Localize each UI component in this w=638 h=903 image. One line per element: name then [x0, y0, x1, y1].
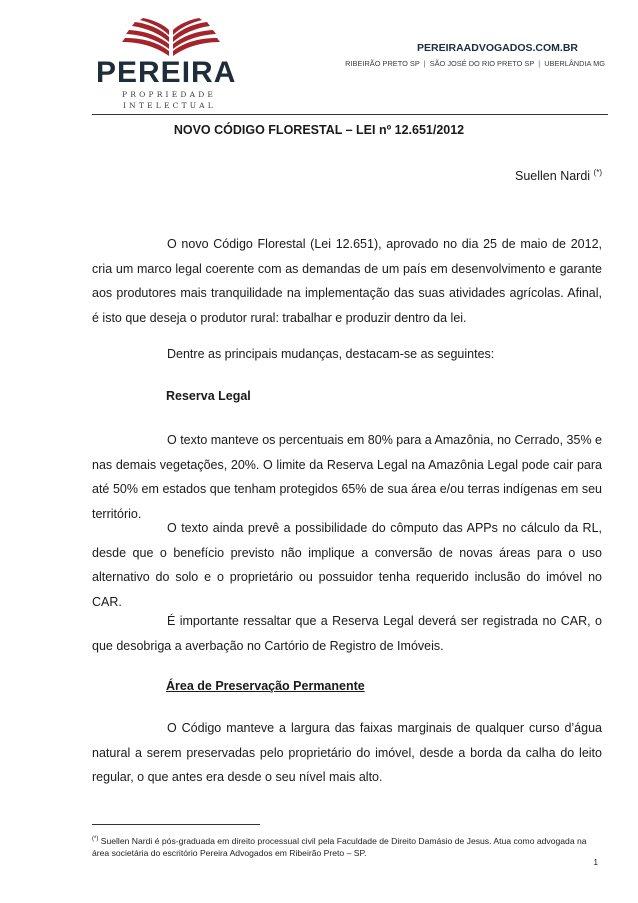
paragraph-intro: O novo Código Florestal (Lei 12.651), aprovado no dia 25 de maio de 2012, cria um marco legal coerente com as demandas de um país em desenvolvimento e garante aos produtores mais tranquilidade na implementação das suas atividades agrícolas. Afinal, é isto que deseja o produtor rural: trabalhar e produzir dentro da lei. [92, 237, 602, 325]
company-logo [96, 14, 246, 110]
paragraph-percentuais: O texto manteve os percentuais em 80% para a Amazônia, no Cerrado, 35% e nas demais vegetações, 20%. O limite da Reserva Legal na Amazônia Legal pode cair para até 50% em estados que tenham protegidos 65% de sua área e/ou terras indígenas em seu território. [92, 433, 602, 521]
brand-subtitle-line2: INTELECTUAL [123, 101, 216, 110]
city-sao-jose: SÃO JOSÉ DO RIO PRETO SP [429, 59, 535, 68]
header-divider [92, 114, 608, 115]
brand-subtitle-line1: PROPRIEDADE [122, 90, 217, 99]
author-line [515, 168, 602, 183]
book-wings-icon [116, 18, 226, 58]
office-cities [345, 59, 605, 68]
section-heading-app: Área de Preservação Permanente [166, 679, 365, 693]
city-separator: | [423, 59, 426, 68]
paragraph-faixas-marginais: O Código manteve a largura das faixas marginais de qualquer curso d’água natural a serem preservadas pelo proprietário do imóvel, desde a borda da calha do leito regular, o que antes era desde o seu nível mais alto. [92, 721, 602, 785]
city-separator: | [538, 59, 541, 68]
paragraph-computo-apps: O texto ainda prevê a possibilidade do cômputo das APPs no cálculo da RL, desde que o benefício previsto não implique a conversão de novas áreas para o uso alternativo do solo e o proprietário ou possuidor tenha requerido inclusão do imóvel no CAR. [92, 521, 602, 609]
paragraph-registro-car: É importante ressaltar que a Reserva Legal deverá ser registrada no CAR, o que desobriga a averbação no Cartório de Registro de Imóveis. [92, 614, 602, 653]
brand-name: PEREIRA [96, 56, 237, 89]
author-footnote-mark: (*) [593, 168, 602, 177]
website-address: PEREIRAADVOGADOS.COM.BR [416, 42, 578, 54]
page-number: 1 [593, 858, 598, 867]
author-name: Suellen Nardi [515, 169, 591, 184]
footnote-mark: (*) [92, 836, 99, 842]
footnote [92, 833, 602, 859]
footnote-divider [92, 824, 260, 825]
section-heading-reserva-legal: Reserva Legal [166, 389, 251, 403]
document-title: NOVO CÓDIGO FLORESTAL – LEI nº 12.651/2012 [173, 123, 465, 137]
footnote-text: Suellen Nardi é pós-graduada em direito processual civil pela Faculdade de Direito Damásio de Jesus. Atua como advogada na área societária do escritório Pereira Advogados em Ribeirão Preto – SP. [92, 835, 587, 858]
city-uberlandia: UBERLÂNDIA MG [544, 59, 605, 68]
paragraph-changes: Dentre as principais mudanças, destacam-se as seguintes: [167, 347, 495, 361]
city-ribeirao: RIBEIRÃO PRETO SP [345, 59, 420, 68]
